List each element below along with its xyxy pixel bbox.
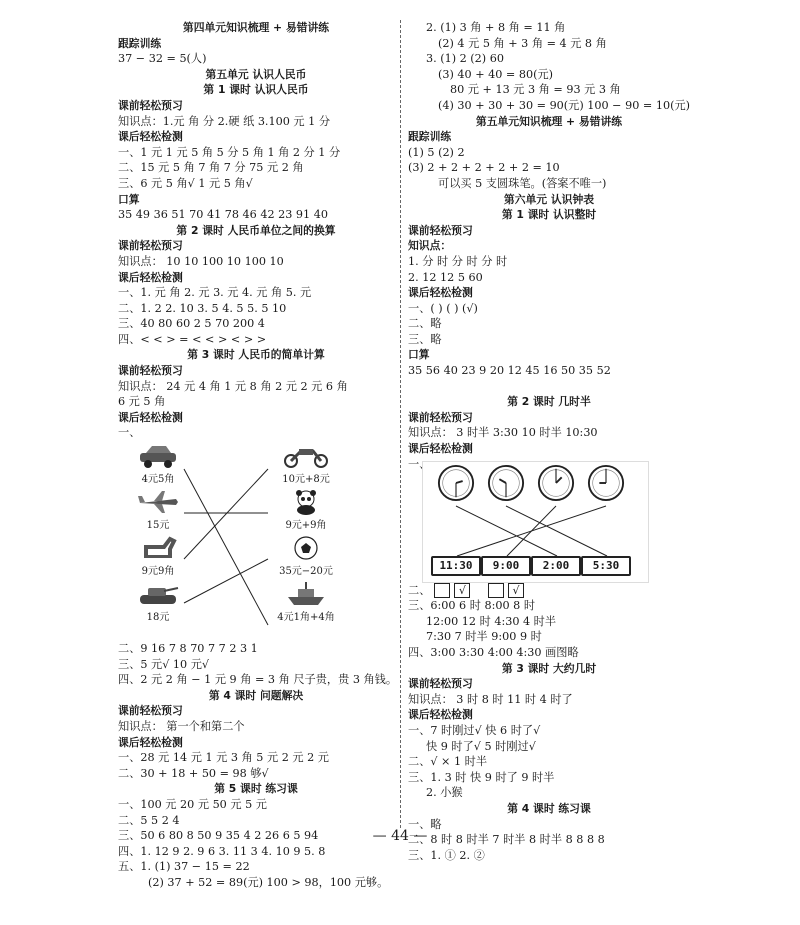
item-caption: 9元9角 [141, 566, 175, 578]
answer-line: 五、1. (1) 37 − 15 = 22 [118, 860, 250, 874]
subheading: 口算 [408, 348, 430, 362]
answer-line: (3) 40 + 40 = 80(元) [438, 67, 553, 81]
subheading: 口算 [118, 192, 140, 206]
answer-line: 一、28 元 14 元 1 元 3 角 5 元 2 元 2 元 [118, 751, 329, 765]
answer-line: 二、1. 2 2. 10 3. 5 4. 5 5. 5 10 [118, 301, 287, 315]
digital-clock: 5:30 [581, 556, 631, 576]
answer-line: 知识点： 3 时半 3:30 10 时半 10:30 [408, 426, 598, 440]
answer-line: (4) 30 + 30 + 30 = 90(元) 100 − 90 = 10(元) [438, 98, 690, 112]
answer-line: 知识点： 3 时 8 时 11 时 4 时了 [408, 692, 573, 706]
clock-matching-figure [422, 461, 649, 583]
answer-line: 一、1. 元 角 2. 元 3. 元 4. 元 角 5. 元 [118, 286, 312, 300]
right-column [408, 20, 690, 863]
answer-line: 35 56 40 23 9 20 12 45 16 50 35 52 [408, 364, 611, 378]
answer-line: 三、40 80 60 2 5 70 200 4 [118, 317, 265, 331]
item-caption: 4元5角 [141, 474, 175, 486]
lesson-heading: 第 2 课时 几时半 [507, 395, 591, 409]
lesson-heading: 第 5 课时 练习课 [214, 782, 298, 796]
answer-box: √ [454, 583, 470, 598]
panda-icon [284, 489, 328, 515]
subheading: 跟踪训练 [408, 130, 452, 144]
answer-line: 四、3:00 3:30 4:00 4:30 画图略 [408, 646, 579, 659]
left-column [118, 20, 398, 891]
unit-heading: 第六单元 认识钟表 [503, 192, 595, 206]
clock-icon [537, 464, 575, 502]
answer-line: 二、9 16 7 8 70 7 7 2 3 1 [118, 642, 258, 656]
item-caption: 9元+9角 [285, 520, 327, 532]
lesson-heading: 第 4 课时 问题解决 [208, 688, 304, 702]
item-caption: 10元+8元 [282, 474, 330, 486]
lesson-heading: 第 3 课时 人民币的简单计算 [187, 348, 325, 362]
answer-line: 7:30 7 时半 9:00 9 时 [426, 630, 542, 644]
toy-horse-item [128, 535, 188, 577]
item-caption: 35元−20元 [279, 566, 333, 578]
answer-box [488, 583, 504, 598]
answer-line: 知识点： 第一个和第二个 [118, 720, 245, 733]
subheading: 课后轻松检测 [118, 410, 183, 424]
airplane-icon [136, 489, 180, 515]
subheading: 课前轻松预习 [118, 239, 183, 253]
answer-line: 2. 12 12 5 60 [408, 270, 483, 284]
answer-line: (2) 4 元 5 角 + 3 角 = 4 元 8 角 [438, 36, 607, 50]
motorcycle-item [270, 443, 342, 485]
ship-icon [284, 581, 328, 607]
answer-line: 知识点：1.元 角 分 2.硬 纸 3.100 元 1 分 [118, 114, 331, 128]
lesson-heading: 第 3 课时 大约几时 [501, 661, 597, 675]
matching-figure [118, 443, 394, 641]
answer-line: 一、 [118, 426, 141, 440]
subheading: 跟踪训练 [118, 36, 162, 50]
tank-icon [136, 581, 180, 607]
item-caption: 15元 [146, 520, 170, 532]
subheading: 课前轻松预习 [408, 677, 473, 691]
answer-line: 二、√ × 1 时半 [408, 755, 488, 769]
answer-line: 四、1. 12 9 2. 9 6 3. 11 3 4. 10 9 5. 8 [118, 844, 326, 858]
answer-line: 二、8 时 8 时半 7 时半 8 时半 8 8 8 8 [408, 833, 605, 847]
digital-clock: 9:00 [481, 556, 531, 576]
answer-line: 6 元 5 角 [118, 395, 166, 409]
column-divider [400, 20, 401, 828]
answer-line: 三、1. 3 时 快 9 时了 9 时半 [408, 770, 555, 784]
lesson-heading: 第 1 课时 认识整时 [501, 208, 597, 222]
section-heading: 第五单元知识梳理 + 易错讲练 [475, 114, 623, 128]
answer-line: 一、( ) ( ) (√) [408, 301, 478, 315]
lesson-heading: 第 1 课时 认识人民币 [203, 83, 309, 97]
toy-tank-item [128, 581, 188, 623]
answer-line: 一、1 元 1 元 5 角 5 分 5 角 1 角 2 分 1 分 [118, 145, 341, 159]
answer-line: 三、略 [408, 332, 442, 346]
subheading: 课后轻松检测 [408, 286, 473, 300]
section-heading: 第四单元知识梳理 + 易错讲练 [182, 21, 330, 34]
answer-line: 三、50 6 80 8 50 9 35 4 2 26 6 5 94 [118, 829, 319, 843]
toy-car-item [128, 443, 188, 485]
clock-icon [587, 464, 625, 502]
car-icon [136, 443, 180, 469]
answer-line: 三、1. ① 2. ② [408, 848, 485, 862]
subheading: 课后轻松检测 [118, 270, 183, 284]
item-caption: 4元1角+4角 [277, 612, 335, 624]
answer-prefix: 二、 [408, 583, 431, 597]
answer-line: 一、100 元 20 元 50 元 5 元 [118, 797, 267, 811]
answer-line: 2. 小猴 [426, 786, 463, 800]
subheading: 课后轻松检测 [118, 130, 183, 144]
soccer-ball-icon [284, 535, 328, 561]
page-number: — 44 — [372, 828, 428, 844]
answer-line: 3. (1) 2 (2) 60 [426, 52, 504, 66]
lesson-heading: 第 2 课时 人民币单位之间的换算 [176, 223, 336, 237]
answer-line: 一、7 时刚过√ 快 6 时了√ [408, 723, 541, 737]
answer-line: (2) 37 + 52 = 89(元) 100 > 98，100 元够。 [148, 875, 389, 889]
subheading: 课前轻松预习 [408, 410, 473, 424]
answer-line: 知识点： 10 10 100 10 100 10 [118, 254, 284, 268]
answer-box [434, 583, 450, 598]
horse-icon [136, 535, 180, 561]
answer-line: 二、15 元 5 角 7 角 7 分 75 元 2 角 [118, 161, 304, 175]
item-caption: 18元 [146, 612, 170, 624]
answer-line: 80 元 + 13 元 3 角 = 93 元 3 角 [450, 83, 621, 97]
answer-line: 一、 [408, 457, 431, 471]
answer-box: √ [508, 583, 524, 598]
subheading: 课前轻松预习 [408, 223, 473, 237]
answer-line: 快 9 时了√ 5 时刚过√ [426, 739, 536, 753]
answer-line: 12:00 12 时 4:30 4 时半 [426, 614, 557, 628]
answer-line: (1) 5 (2) 2 [408, 145, 465, 159]
panda-item [270, 489, 342, 531]
answer-line: 35 49 36 51 70 41 78 46 42 23 91 40 [118, 208, 328, 222]
answer-line: 2. (1) 3 角 + 8 角 = 11 角 [426, 21, 566, 34]
answer-line: 37 − 32 = 5(人) [118, 52, 207, 66]
subheading: 课前轻松预习 [118, 98, 183, 112]
subheading: 课后轻松检测 [118, 735, 183, 749]
answer-line: 四、2 元 2 角 − 1 元 9 角 = 3 角 尺子贵，贵 3 角钱。 [118, 673, 398, 687]
answer-line: 三、5 元√ 10 元√ [118, 657, 210, 671]
soccer-ball-item [270, 535, 342, 577]
subheading: 课前轻松预习 [118, 704, 183, 718]
subheading: 课后轻松检测 [408, 708, 473, 722]
answer-line: 三、6 元 5 角√ 1 元 5 角√ [118, 176, 253, 190]
subheading: 课后轻松检测 [408, 442, 473, 456]
answer-line: 一、略 [408, 817, 442, 831]
answer-line: 二、5 5 2 4 [118, 813, 180, 827]
subheading: 知识点： [408, 239, 452, 253]
clock-icon [437, 464, 475, 502]
answer-line: 可以买 5 支圆珠笔。(答案不唯一) [438, 176, 607, 190]
subheading: 课前轻松预习 [118, 364, 183, 378]
clock-icon [487, 464, 525, 502]
answer-line: 1. 分 时 分 时 分 时 [408, 254, 508, 268]
digital-clock: 2:00 [531, 556, 581, 576]
answer-line: 二、略 [408, 317, 442, 331]
toy-plane-item [128, 489, 188, 531]
answer-line: (3) 2 + 2 + 2 + 2 + 2 = 10 [408, 161, 560, 175]
answer-line: 二、30 + 18 + 50 = 98 够√ [118, 766, 269, 780]
answer-line: 三、6:00 6 时 8:00 8 时 [408, 599, 536, 613]
unit-heading: 第五单元 认识人民币 [205, 67, 307, 81]
spacer [408, 379, 690, 395]
digital-clock: 11:30 [431, 556, 481, 576]
motorcycle-icon [281, 443, 331, 469]
lesson-heading: 第 4 课时 练习课 [507, 801, 591, 815]
answer-line: 知识点： 24 元 4 角 1 元 8 角 2 元 2 元 6 角 [118, 379, 348, 393]
answer-line: 四、< < > = < < > < > > [118, 332, 267, 346]
toy-ship-item [270, 581, 342, 623]
answer-line [408, 583, 690, 599]
